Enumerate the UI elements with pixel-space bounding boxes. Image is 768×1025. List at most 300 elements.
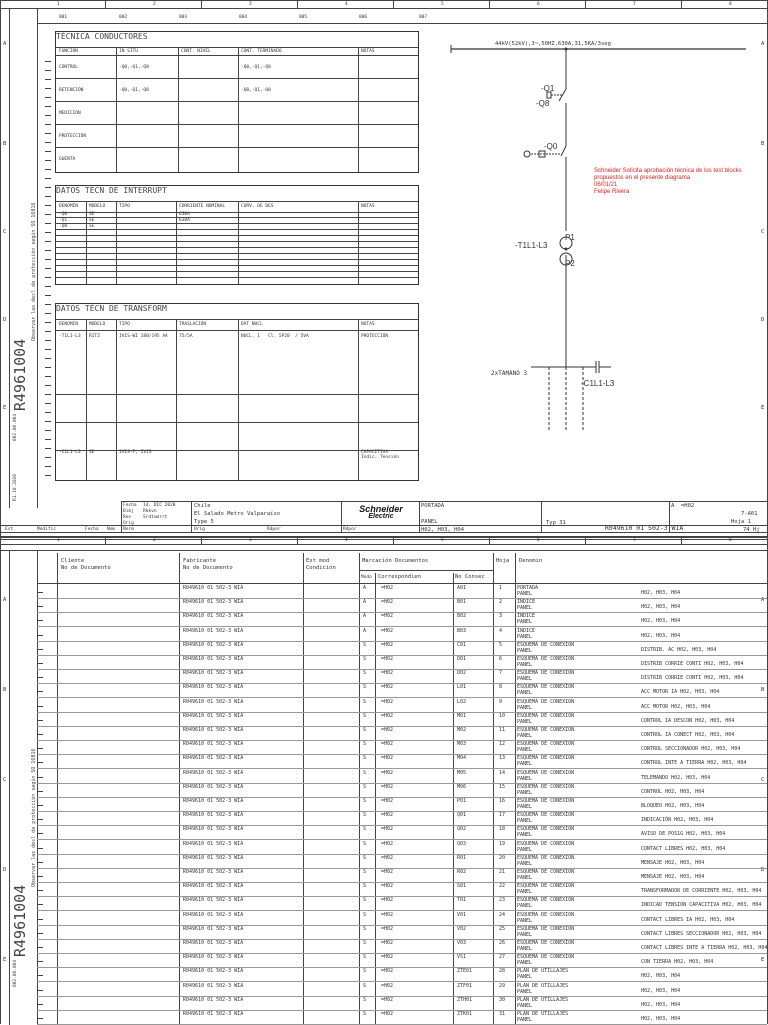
- list-cell-d1: ESQUEMA DE CONEXION: [517, 769, 575, 776]
- hdr-hoja: Hoja: [496, 558, 510, 564]
- list-cell-c: =H02: [381, 1011, 394, 1017]
- list-cell-d3: CONTROL SECCIONADOR H02, H03, H04: [641, 746, 741, 753]
- q1-label: -Q1: [541, 84, 555, 93]
- row-letter-right: B: [761, 141, 765, 147]
- list-cell-d1: ESQUEMA DE CONEXION: [517, 940, 575, 946]
- list-cell-n: ZTH01: [457, 996, 473, 1003]
- list-cell-m: S: [363, 968, 367, 975]
- schematic-sheet: 1 2 3 4 5 6 7 8 001 002 003 004 005 006 007 A A B B C C D D E E R4961004 Observar las decl de protección según SO 16016 002.00.004 R1.10.2020 TÉCNICA CONDUCTORES FUNCIÓN IN SITU CONT. NIVEL CONT. TERMINADO NOTAS CONTROL -Q0,-Q1,-Q8 -Q0,-Q1,-Q8 RETENCIÓN -Q0,-Q1,-Q8 -Q0,-Q1,-Q8 MEDICIÓN PROTECCIÓN GUENTA DATOS TÉCN DE INTERRUPT DENOMIN MODELO TIPO CORRIENTE NOMINAL CURV. DE DES NOTAS -Q0 SE 630A -Q1 SE 630A -Q8 SE DATOS TÉCN DE TRANSFORM DENOMIN MODELO TIPO TRASLACIÓN DAT NUCL NOTAS -T1L1-L3 RITZ IVIS-WI 180/195 AA 75/5A NUCL. 1 Cl. 5P20 / 5VA PROTECCIÓN -C1L1-L3 SE IVIS-F, IVIS CAPACITIVA Indic. Tensión 44kV(52kV),3~,50HZ,630A,31,5KA/3seg -Q1 -Q8 -Q0 -T1L1-L3 P1 P2 2xTAMANO 3 -C1L1-L3 Schneider Solicita aprobación técnica de los test blocks propuestos en el presente diagrama 06/01/21 Felipe Rivera Fecha 14. DIC 2020 Dibj Rkkvn Rev Srdtumrrt Orig Chile El Salado Metro Valparaíso Type 5 Orig Rdpor Rdpor Schneider Electric PORTADA PANEL H02, H03, H04 Typ 31 R049610 01 502-3 WIA A =H02 7-A01 Hoja 1 74 Hj Est Modific Fecha Nom Norm: [0, 0, 768, 538]
- list-item: [37, 684, 765, 698]
- list-cell-c: =H02: [381, 883, 394, 890]
- list-cell-n: V03: [457, 940, 467, 946]
- conductors-title: TÉCNICA CONDUCTORES: [56, 32, 148, 41]
- sheet-num: Hoja 1: [731, 519, 751, 525]
- fecha-value: 14. DIC 2020: [143, 503, 176, 508]
- list-cell-h: 6: [499, 656, 503, 662]
- list-cell-d2: PANEL: [517, 889, 533, 896]
- t1-label: -T1L1-L3: [515, 241, 548, 250]
- list-cell-d2: PANEL: [517, 875, 533, 881]
- list-cell-m: A: [363, 627, 367, 634]
- list-cell-d1: ESQUEMA DE CONEXION: [517, 911, 575, 918]
- interr-header: MODELO: [89, 204, 106, 209]
- cond-cell: PROTECCIÓN: [59, 134, 87, 139]
- list-cell-m: S: [363, 826, 367, 833]
- interrupt-title: DATOS TÉCN DE INTERRUPT: [56, 186, 167, 195]
- rev-label: Rev: [123, 515, 132, 520]
- list-item: [37, 926, 765, 940]
- col-number: 4: [345, 2, 348, 7]
- list-cell-c: =H02: [381, 968, 394, 975]
- list-cell-d3: DISTRIB. AC H02, H03, H04: [641, 646, 717, 653]
- size-label: 2xTAMANO 3: [491, 370, 528, 377]
- list-cell-h: 7: [499, 670, 503, 677]
- list-cell-c: =H02: [381, 656, 394, 662]
- list-cell-m: S: [363, 940, 367, 946]
- single-line-diagram: [431, 31, 761, 491]
- list-item: [37, 883, 765, 897]
- list-cell-fab: R049610 01 502-3 WIA: [183, 741, 244, 748]
- hdr-cliente: Cliente: [61, 558, 85, 564]
- side-note: Observar las decl de protección según SO 16016: [31, 202, 37, 341]
- interr-cell: SE: [89, 212, 95, 217]
- list-cell-d1: ESQUEMA DE CONEXION: [517, 869, 575, 875]
- hdr-cons: No Consec: [455, 574, 485, 580]
- list-cell-d2: PANEL: [517, 718, 533, 725]
- list-item: [37, 912, 765, 926]
- list-cell-n: Q01: [457, 812, 467, 819]
- list-cell-d3: H02, H03, H04: [641, 618, 681, 625]
- col-number: 5: [441, 2, 444, 7]
- list-item: [37, 983, 765, 997]
- list-cell-m: S: [363, 883, 367, 890]
- row-letter-right: E: [761, 405, 765, 411]
- list-cell-d2: PANEL: [517, 917, 533, 924]
- list-item: [37, 855, 765, 869]
- transf-header: DAT NUCL: [241, 322, 263, 327]
- list-cell-d1: ESQUEMA DE CONEXION: [517, 741, 575, 748]
- row-letter: A: [3, 41, 7, 47]
- list-item: [37, 841, 765, 855]
- list-cell-d2: PANEL: [517, 903, 533, 910]
- list-cell-n: M05: [457, 769, 467, 776]
- list-cell-d2: PANEL: [517, 804, 533, 810]
- list-cell-fab: R049610 01 502-3 WIA: [183, 925, 244, 932]
- list-item: [37, 727, 765, 741]
- list-cell-n: ZTE01: [457, 968, 473, 975]
- list-cell-h: 21: [499, 869, 506, 875]
- list-cell-fab: R049610 01 502-3 WIA: [183, 641, 244, 648]
- interr-cell: SE: [89, 218, 95, 223]
- cond-cell: GUENTA: [59, 157, 76, 162]
- list-item: [37, 599, 765, 613]
- list-cell-fab: R049610 01 502-3 WIA: [183, 854, 244, 861]
- interr-header: DENOMIN: [59, 204, 78, 209]
- busbar-label: 44kV(52kV),3~,50HZ,630A,31,5KA/3seg: [495, 41, 611, 47]
- list-cell-n: ZTF01: [457, 982, 473, 989]
- transf-cell: SE: [89, 450, 95, 455]
- hdr-marcacion: Marcación Documentos: [362, 558, 429, 564]
- rev-header: Norm: [123, 527, 134, 532]
- rev-value: Srdtumrrt: [143, 515, 168, 520]
- transf-cell: 75/5A: [179, 334, 193, 339]
- list-cell-h: 13: [499, 755, 506, 762]
- list-cell-m: S: [363, 954, 367, 961]
- transf-header: TIPO: [119, 322, 130, 327]
- p1-label: P1: [565, 233, 575, 242]
- list-cell-n: M01: [457, 712, 467, 719]
- list-cell-d2: PANEL: [517, 832, 533, 839]
- list-cell-fab: R049610 01 502-3 WIA: [183, 897, 244, 904]
- list-item: [37, 897, 765, 911]
- side-code-1: 002.00.004: [13, 413, 18, 441]
- client-line-1: Chile: [194, 503, 211, 509]
- list-cell-m: S: [363, 712, 367, 719]
- list-cell-h: 10: [499, 712, 506, 719]
- list-cell-d1: ESQUEMA DE CONEXION: [517, 826, 575, 833]
- cond-header: FUNCIÓN: [59, 49, 78, 54]
- row-letter-right: C: [761, 777, 765, 783]
- transf-header: TRASLACIÓN: [179, 322, 207, 327]
- list-cell-c: =H02: [381, 698, 394, 705]
- list-cell-d3: DISTRIB CORRIE CONTI H02, H03, H04: [641, 661, 744, 667]
- list-cell-n: T01: [457, 897, 467, 904]
- list-cell-n: V01: [457, 911, 467, 918]
- list-cell-d1: PLAN DE UTILLAJES: [517, 996, 569, 1003]
- row-letter-right: E: [761, 957, 765, 963]
- list-item: [37, 656, 765, 670]
- list-cell-m: S: [363, 741, 367, 748]
- list-cell-fab: R049610 01 502-3 WIA: [183, 826, 244, 833]
- list-cell-d3: CONTACT LIBRES H02, H03, H04: [641, 845, 726, 852]
- list-cell-m: S: [363, 911, 367, 918]
- list-cell-h: 19: [499, 840, 506, 847]
- list-cell-n: D01: [457, 656, 467, 662]
- rdpor-1: Rdpor: [267, 527, 281, 532]
- list-item: [37, 642, 765, 656]
- list-cell-n: M02: [457, 727, 467, 733]
- list-cell-d2: PANEL: [517, 704, 533, 711]
- list-cell-d3: TRANSFORMADOR DE CORRIENTE H02, H03, H04: [641, 888, 762, 895]
- rev-header: Modific: [37, 527, 56, 532]
- list-cell-fab: R049610 01 502-3 WIA: [183, 954, 244, 961]
- list-cell-d1: ESQUEMA DE CONEXION: [517, 954, 575, 961]
- list-cell-fab: R049610 01 502-3 WIA: [183, 1011, 244, 1017]
- list-cell-h: 12: [499, 741, 506, 748]
- list-item: [37, 968, 765, 982]
- list-item: [37, 585, 765, 599]
- list-cell-d3: INDICAD TENSIÓN CAPACITIVA H02, H03, H04: [641, 902, 762, 909]
- doc-ref: R049610 01 502-3 WIA: [605, 524, 684, 532]
- list-cell-d1: ESQUEMA DE CONEXION: [517, 727, 575, 733]
- list-cell-d2: PANEL: [517, 775, 533, 782]
- list-cell-c: =H02: [381, 769, 394, 776]
- list-cell-m: S: [363, 656, 367, 662]
- list-cell-c: =H02: [381, 982, 394, 989]
- schneider-logo: Schneider Electric: [359, 504, 403, 520]
- list-cell-n: M06: [457, 783, 467, 790]
- list-cell-h: 22: [499, 883, 506, 890]
- list-cell-d2: PANEL: [517, 789, 533, 796]
- list-cell-c: =H02: [381, 613, 394, 620]
- list-cell-fab: R049610 01 502-3 WIA: [183, 840, 244, 847]
- hdr-est: Est mod: [306, 558, 330, 564]
- col-number: 8: [729, 2, 732, 7]
- portada-label: PORTADA: [421, 503, 445, 509]
- list-cell-d1: ESQUEMA DE CONEXION: [517, 656, 575, 662]
- list-cell-n: C01: [457, 641, 467, 648]
- list-cell-d1: ESQUEMA DE CONEXION: [517, 883, 575, 890]
- col-number: 3: [249, 2, 252, 7]
- col-number: 1: [57, 2, 60, 7]
- list-cell-fab: R049610 01 502-3 WIA: [183, 670, 244, 677]
- list-cell-h: 26: [499, 940, 506, 946]
- list-cell-c: =H02: [381, 812, 394, 819]
- header-code: 007: [419, 15, 428, 20]
- list-cell-h: 28: [499, 968, 506, 975]
- list-cell-d1: PLAN DE UTILLAJES: [517, 968, 569, 975]
- list-cell-d1: PLAN DE UTILLAJES: [517, 1011, 569, 1017]
- list-cell-d2: PANEL: [517, 619, 533, 626]
- list-cell-m: S: [363, 641, 367, 648]
- list-cell-c: =H02: [381, 755, 394, 762]
- list-cell-d1: ESQUEMA DE CONEXION: [517, 684, 575, 691]
- row-letter: C: [3, 777, 7, 783]
- list-item: [37, 713, 765, 727]
- a-value: =H02: [681, 503, 695, 509]
- header-code: 004: [239, 15, 248, 20]
- list-cell-h: 5: [499, 641, 503, 648]
- cond-cell: -Q0,-Q1,-Q8: [241, 65, 271, 70]
- list-cell-m: S: [363, 1011, 367, 1017]
- transf-cell: CAPACITIVA Indic. Tensión: [361, 450, 399, 460]
- panel-value: H02, H03, H04: [421, 527, 465, 533]
- transf-cell: RITZ: [89, 334, 100, 339]
- list-cell-n: ZTK01: [457, 1011, 473, 1017]
- list-cell-n: B03: [457, 627, 467, 634]
- row-letter: D: [3, 867, 7, 873]
- list-cell-d1: PLAN DE UTILLAJES: [517, 982, 569, 989]
- list-cell-h: 3: [499, 613, 503, 620]
- cond-header: NOTAS: [361, 49, 375, 54]
- list-cell-c: =H02: [381, 641, 394, 648]
- list-cell-h: 11: [499, 727, 506, 733]
- list-cell-d2: PANEL: [517, 946, 533, 952]
- list-item: [37, 812, 765, 826]
- list-cell-fab: R049610 01 502-3 WIA: [183, 755, 244, 762]
- list-cell-h: 14: [499, 769, 506, 776]
- list-item: [37, 699, 765, 713]
- list-cell-c: =H02: [381, 585, 394, 591]
- list-cell-d3: ACC MOTOR IA H02, H03, H04: [641, 689, 720, 696]
- rev-header: Fecha: [85, 527, 99, 532]
- list-cell-d1: ESQUEMA DE CONEXION: [517, 755, 575, 762]
- list-cell-d3: H02, H03, H04: [641, 590, 681, 596]
- list-cell-fab: R049610 01 502-3 WIA: [183, 812, 244, 819]
- list-cell-m: S: [363, 854, 367, 861]
- list-cell-m: S: [363, 869, 367, 875]
- list-cell-c: =H02: [381, 741, 394, 748]
- list-cell-d1: ESQUEMA DE CONEXION: [517, 897, 575, 904]
- list-cell-d2: PANEL: [517, 761, 533, 768]
- list-cell-d2: PANEL: [517, 605, 533, 612]
- list-cell-c: =H02: [381, 840, 394, 847]
- client-line-2: El Salado Metro Valparaíso: [194, 511, 281, 517]
- list-cell-c: =H02: [381, 940, 394, 946]
- row-letter: E: [3, 405, 7, 411]
- list-cell-n: B02: [457, 613, 467, 620]
- list-cell-d2: PANEL: [517, 1002, 533, 1009]
- list-cell-fab: R049610 01 502-3 WIA: [183, 712, 244, 719]
- interr-header: CORRIENTE NOMINAL: [179, 204, 226, 209]
- list-item: [37, 826, 765, 840]
- list-cell-d2: PANEL: [517, 747, 533, 754]
- list-cell-d2: PANEL: [517, 818, 533, 825]
- interr-cell: 630A: [179, 218, 190, 223]
- hdr-modo: Modo: [361, 575, 372, 580]
- list-cell-d1: ESQUEMA DE CONEXION: [517, 840, 575, 847]
- cond-cell: -Q0,-Q1,-Q8: [119, 65, 149, 70]
- list-cell-n: P01: [457, 798, 467, 804]
- list-cell-c: =H02: [381, 954, 394, 961]
- list-cell-h: 30: [499, 996, 506, 1003]
- row-letter: A: [3, 597, 7, 603]
- list-cell-d3: H02, H03, H04: [641, 1016, 681, 1022]
- list-cell-d3: H02, H03, H04: [641, 632, 681, 639]
- list-cell-d1: ÍNDICE: [517, 599, 536, 606]
- row-letter: C: [3, 229, 7, 235]
- a-label: A: [671, 503, 675, 509]
- list-cell-c: =H02: [381, 798, 394, 804]
- list-cell-d2: PANEL: [517, 931, 533, 938]
- side-code-2: R1.10.2020: [13, 473, 18, 501]
- list-cell-h: 27: [499, 954, 506, 961]
- list-cell-m: S: [363, 727, 367, 733]
- list-cell-fab: R049610 01 502-3 WIA: [183, 727, 244, 733]
- list-cell-h: 24: [499, 911, 506, 918]
- row-letter-right: D: [761, 867, 765, 873]
- list-cell-n: V02: [457, 925, 467, 932]
- list-cell-fab: R049610 01 502-3 WIA: [183, 599, 244, 606]
- list-cell-c: =H02: [381, 783, 394, 790]
- hdr-fab-doc: No de Documento: [183, 565, 233, 571]
- row-letter-right: D: [761, 317, 765, 323]
- cond-header: CONT. NIVEL: [181, 49, 211, 54]
- interr-cell: SE: [89, 224, 95, 229]
- col-number: 2: [153, 538, 156, 543]
- list-cell-d3: CONTROL IA DESCON H02, H03, H04: [641, 717, 735, 724]
- list-cell-h: 31: [499, 1011, 506, 1017]
- transf-header: NOTAS: [361, 322, 375, 327]
- list-cell-d2: PANEL: [517, 733, 533, 739]
- list-cell-d3: H02, H03, H04: [641, 987, 681, 994]
- list-cell-m: A: [363, 599, 367, 606]
- cond-header: CONT. TERMINADO: [241, 49, 282, 54]
- col-number: 5: [441, 538, 444, 543]
- list-cell-c: =H02: [381, 996, 394, 1003]
- col-number: 7: [633, 2, 636, 7]
- list-cell-n: VS1: [457, 954, 467, 961]
- list-cell-fab: R049610 01 502-3 WIA: [183, 798, 244, 804]
- list-cell-n: A01: [457, 585, 467, 591]
- list-cell-n: Q03: [457, 840, 467, 847]
- list-cell-c: =H02: [381, 599, 394, 606]
- list-cell-fab: R049610 01 502-3 WIA: [183, 684, 244, 691]
- list-item: [37, 670, 765, 684]
- list-cell-h: 2: [499, 599, 503, 606]
- list-cell-d3: CONTROL INTE A TIERRA H02, H03, H04: [641, 760, 747, 767]
- client-line-3: Type 5: [194, 519, 214, 525]
- interr-cell: 630A: [179, 212, 190, 217]
- list-cell-d1: ESQUEMA DE CONEXION: [517, 698, 575, 705]
- interr-header: TIPO: [119, 204, 130, 209]
- list-cell-h: 8: [499, 684, 503, 691]
- transf-cell: PROTECCIÓN: [361, 334, 389, 339]
- list-item: [37, 741, 765, 755]
- transf-cell: IVIS-F, IVIS: [119, 450, 152, 455]
- list-cell-m: S: [363, 755, 367, 762]
- list-cell-d2: PANEL: [517, 846, 533, 853]
- list-cell-d2: PANEL: [517, 662, 533, 668]
- list-cell-d3: H02, H03, H04: [641, 604, 681, 611]
- list-cell-d1: ESQUEMA DE CONEXION: [517, 641, 575, 648]
- list-cell-c: =H02: [381, 627, 394, 634]
- list-cell-d1: ESQUEMA DE CONEXION: [517, 712, 575, 719]
- list-item: [37, 770, 765, 784]
- list-cell-d1: ESQUEMA DE CONEXION: [517, 854, 575, 861]
- list-cell-m: S: [363, 897, 367, 904]
- list-cell-n: M04: [457, 755, 467, 762]
- list-cell-d3: CONTROL H02, H03, H04: [641, 788, 705, 795]
- list-cell-d2: PANEL: [517, 647, 533, 654]
- header-code: 006: [359, 15, 368, 20]
- rev-header: Nom: [107, 527, 116, 532]
- list-cell-c: =H02: [381, 911, 394, 918]
- list-item: [37, 1011, 765, 1025]
- list-cell-m: S: [363, 670, 367, 677]
- sheet-ref: 7-A01: [741, 511, 758, 517]
- side-code-3: 002.00.004: [13, 959, 18, 987]
- transf-cell: -C1L1-L3: [59, 450, 81, 455]
- cond-cell: -Q0,-Q1,-Q8: [241, 88, 271, 93]
- list-cell-fab: R049610 01 502-3 WIA: [183, 627, 244, 634]
- list-cell-c: =H02: [381, 897, 394, 904]
- list-cell-fab: R049610 01 502-3 WIA: [183, 996, 244, 1003]
- row-letter-right: B: [761, 687, 765, 693]
- transform-title: DATOS TÉCN DE TRANSFORM: [56, 304, 167, 313]
- col-number: 4: [345, 538, 348, 543]
- list-cell-m: S: [363, 783, 367, 790]
- row-letter: D: [3, 317, 7, 323]
- list-cell-d2: PANEL: [517, 860, 533, 867]
- interr-cell: -Q8: [59, 224, 68, 229]
- list-item: [37, 613, 765, 627]
- transf-header: DENOMIN: [59, 322, 78, 327]
- hdr-denom: Denomin: [519, 558, 543, 564]
- p2-label: P2: [565, 259, 575, 268]
- list-cell-n: L01: [457, 684, 467, 691]
- list-item: [37, 784, 765, 798]
- interr-cell: -Q1: [59, 218, 68, 223]
- list-cell-c: =H02: [381, 925, 394, 932]
- interr-header: CURV. DE DES: [241, 204, 274, 209]
- list-cell-c: =H02: [381, 712, 394, 719]
- cond-cell: CONTROL: [59, 65, 78, 70]
- list-cell-d1: ÍNDICE: [517, 613, 536, 620]
- list-cell-m: S: [363, 982, 367, 989]
- list-cell-d2: PANEL: [517, 676, 533, 683]
- orig-bottom: Orig: [194, 527, 205, 532]
- list-cell-d3: MENSAJE H02, H03, H04: [641, 859, 705, 866]
